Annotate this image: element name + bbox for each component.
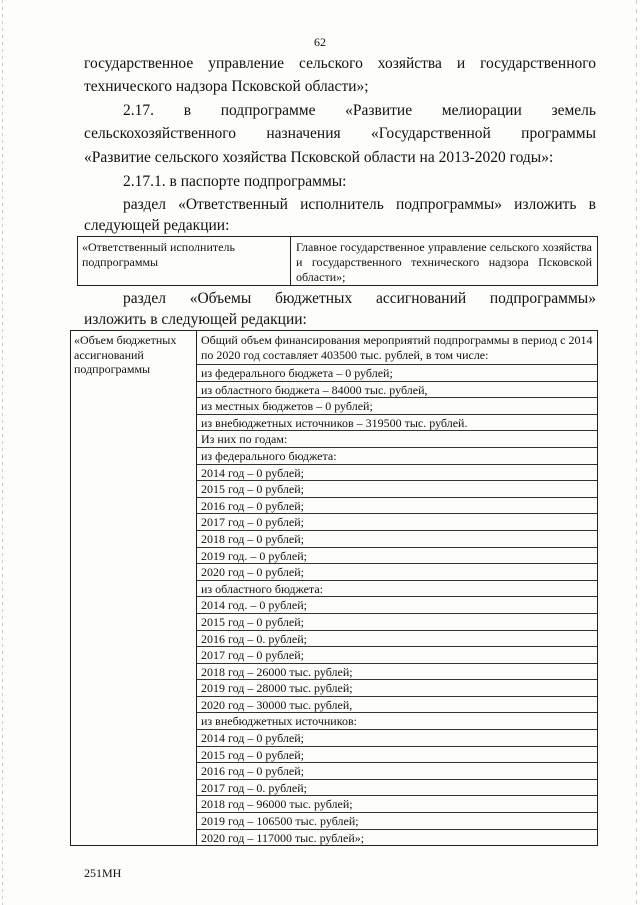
- funding-row: 2015 год – 0 рублей;: [197, 481, 597, 498]
- section-2-17-line-1: [123, 99, 596, 122]
- funding-row: 2018 год – 26000 тыс. рублей;: [197, 664, 597, 681]
- funding-row: 2014 год – 0 рублей;: [197, 465, 597, 482]
- funding-row: 2019 год – 106500 тыс. рублей;: [197, 813, 597, 830]
- funding-row: 2016 год – 0 рублей;: [197, 498, 597, 515]
- funding-row: 2020 год – 117000 тыс. рублей»;: [201, 830, 365, 845]
- section-2-17-line-2: [84, 122, 596, 145]
- word: подпрограммы»: [395, 196, 503, 213]
- word: ассигнований: [375, 290, 467, 307]
- executor-section-intro: [123, 193, 596, 216]
- word: управление: [208, 55, 285, 72]
- word: исполнитель: [300, 196, 384, 213]
- funding-row: 2017 год – 0 рублей;: [197, 647, 597, 664]
- word: назначения: [266, 125, 341, 142]
- word: бюджетных: [275, 290, 353, 307]
- funding-row: из областного бюджета:: [197, 581, 597, 598]
- paragraph-line-1: [84, 52, 596, 75]
- executor-section-intro-end: следующей редакции:: [84, 217, 230, 234]
- word: изложить: [514, 196, 577, 213]
- funding-row: 2019 год – 28000 тыс. рублей;: [197, 680, 597, 697]
- funding-row: 2018 год – 96000 тыс. рублей;: [197, 796, 597, 813]
- funding-row: из внебюджетных источников – 319500 тыс. рублей.: [197, 415, 597, 432]
- funding-table: [70, 330, 598, 846]
- executor-label: «Ответственный исполнитель подпрограммы: [78, 237, 291, 285]
- word: раздел: [123, 290, 166, 307]
- word: в: [183, 102, 192, 119]
- paragraph-line-2: технического надзора Псковской области»;: [84, 78, 369, 95]
- section-number: 2.17.: [123, 102, 154, 119]
- document-code: 251МН: [84, 866, 122, 880]
- word: сельскохозяйственного: [84, 125, 237, 142]
- word: «Государственной: [370, 125, 491, 142]
- funding-row: из областного бюджета – 84000 тыс. рублей,: [197, 382, 597, 399]
- word: подпрограмме: [220, 102, 316, 119]
- word: хозяйства: [377, 55, 442, 72]
- funding-row: 2017 год – 0. рублей;: [197, 780, 597, 797]
- funding-value-cell: [197, 331, 597, 845]
- funding-row: 2016 год – 0. рублей;: [197, 631, 597, 648]
- funding-section-intro: [123, 287, 596, 310]
- funding-row: 2014 год. – 0 рублей;: [197, 597, 597, 614]
- funding-row: из федерального бюджета – 0 рублей;: [197, 365, 597, 382]
- word: «Развитие: [345, 102, 413, 119]
- funding-row: 2014 год – 0 рублей;: [197, 730, 597, 747]
- funding-row: 2019 год. – 0 рублей;: [197, 548, 597, 565]
- funding-row: 2015 год – 0 рублей;: [197, 747, 597, 764]
- word: «Ответственный: [178, 196, 288, 213]
- section-2-17-line-3: «Развитие сельского хозяйства Псковской области на 2013-2020 годы»:: [84, 149, 554, 166]
- funding-row: 2017 год – 0 рублей;: [197, 514, 597, 531]
- funding-section-intro-end: изложить в следующей редакции:: [84, 311, 307, 328]
- scan-edge-left: [2, 0, 3, 905]
- word: программы: [521, 125, 596, 142]
- word: и: [456, 55, 466, 72]
- word: мелиорации: [441, 102, 522, 119]
- funding-row: 2020 год – 0 рублей;: [197, 564, 597, 581]
- funding-row: из федерального бюджета:: [197, 448, 597, 465]
- funding-row: из внебюджетных источников:: [197, 713, 597, 730]
- funding-row: 2016 год – 0 рублей;: [197, 763, 597, 780]
- funding-intro: Общий объем финансирования мероприятий подпрограммы в период с 2014 по 2020 год составляет 403500 тыс. рублей, в том числе:: [197, 331, 597, 365]
- word: «Объемы: [189, 290, 252, 307]
- word: раздел: [123, 196, 166, 213]
- word: в: [588, 196, 596, 213]
- funding-row: из местных бюджетов – 0 рублей;: [197, 398, 597, 415]
- word: земель: [551, 102, 596, 119]
- funding-label: «Объем бюджетных ассигнований подпрограммы: [71, 331, 197, 845]
- funding-row: 2015 год – 0 рублей;: [197, 614, 597, 631]
- word: сельского: [299, 55, 363, 72]
- funding-row: 2020 год – 30000 тыс. рублей,: [197, 697, 597, 714]
- funding-row: 2018 год – 0 рублей;: [197, 531, 597, 548]
- executor-value: Главное государственное управление сельского хозяйства и государственного технического надзора Псковской области»;: [296, 240, 592, 284]
- page-number: 62: [314, 35, 326, 49]
- word: подпрограммы»: [489, 290, 596, 307]
- executor-table: [77, 236, 598, 286]
- funding-rows: [197, 365, 597, 846]
- scan-edge-right: [636, 0, 637, 905]
- word: государственного: [480, 55, 596, 72]
- funding-row: Из них по годам:: [197, 431, 597, 448]
- word: государственное: [84, 55, 194, 72]
- section-2-17-1: 2.17.1. в паспорте подпрограммы:: [123, 173, 347, 190]
